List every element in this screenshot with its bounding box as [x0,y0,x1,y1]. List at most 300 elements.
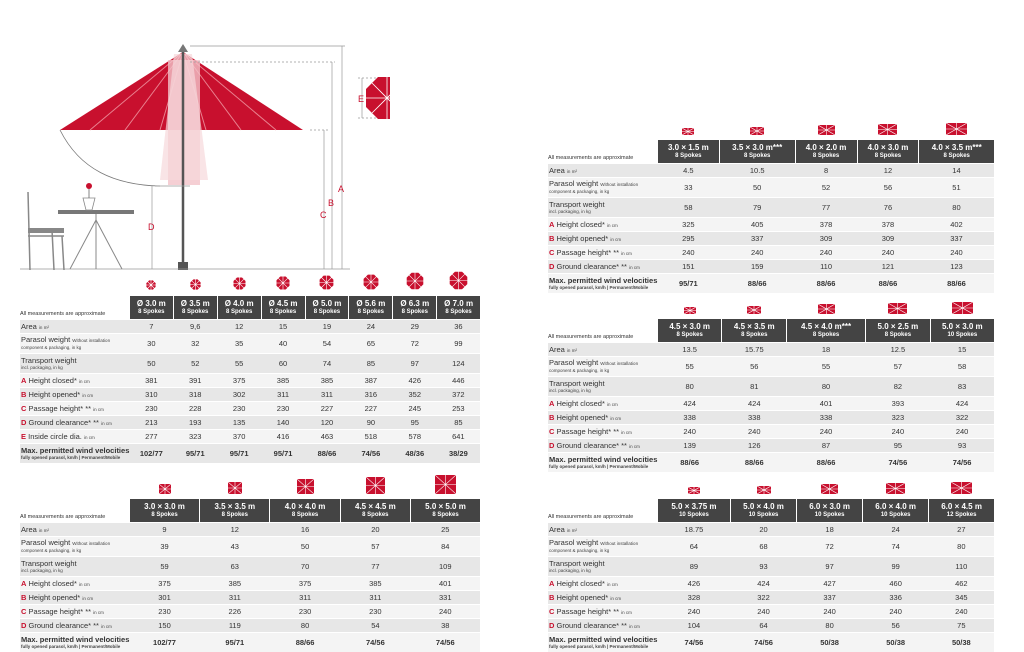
table-row [20,354,480,374]
table-row [20,444,480,464]
table-cell: 65 [349,334,393,354]
table-cell: 39 [129,537,199,557]
size-header: 5.0 × 3.75 m 10 Spokes [657,499,730,523]
table-cell: 18 [787,343,866,357]
table-cell: 80 [657,377,722,397]
approximate-note: All measurements are approximate [548,319,657,343]
table-cell: 80 [929,537,994,557]
approximate-note: All measurements are approximate [548,499,657,523]
table-cell: 463 [305,430,349,444]
table-cell: 385 [305,374,349,388]
row-label: C Passage height* ** in cm [20,605,129,619]
row-label: Parasol weight Without installation component & packaging, in kg [20,334,129,354]
table-cell: 240 [731,605,797,619]
size-icon-row [548,116,994,140]
table-row [548,633,994,652]
row-label: D Ground clearance* ** in cm [20,619,129,633]
dimension-letter: A [549,220,554,229]
table-cell: 85 [437,416,480,430]
table-cell: 40 [261,334,305,354]
table-cell: 55 [217,354,261,374]
table-cell: 74/56 [657,633,730,652]
table-cell: 416 [261,430,305,444]
table-row [548,274,994,294]
row-label: C Passage height* ** in cm [548,246,657,260]
size-header: Ø 6.3 m 8 Spokes [393,296,437,320]
table-cell: 193 [173,416,217,430]
table-cell: 24 [863,523,929,537]
row-label: Max. permitted wind velocities fully opened parasol, km/h | Permanent/Mobile [548,274,657,294]
table-cell: 89 [657,557,730,577]
table-cell: 30 [129,334,173,354]
table-cell: 99 [437,334,480,354]
dimension-letter: B [549,413,554,422]
table-cell: 352 [393,388,437,402]
table-cell: 95/71 [200,633,270,652]
table-row [20,537,480,557]
dimension-letter: B [21,593,26,602]
size-icon-row [548,475,994,499]
table-row [548,246,994,260]
rectangular-parasol-icon [952,301,973,319]
table-cell: 18 [797,523,863,537]
table-row [548,425,994,439]
table-row [548,439,994,453]
rectangular-parasol-icon [951,481,972,499]
table-row [20,374,480,388]
table-cell: 54 [305,334,349,354]
row-label: D Ground clearance* ** in cm [20,416,129,430]
table-cell: 54 [340,619,410,633]
table-cell: 102/77 [129,633,199,652]
table-cell: 9 [129,523,199,537]
table-cell: 15 [930,343,994,357]
rectangular-parasol-icon [682,122,694,140]
size-header: 4.0 × 3.0 m 8 Spokes [857,140,919,164]
rectangular-parasol-icon [818,301,835,319]
table-cell: 240 [930,425,994,439]
rectangular-parasol-icon [684,301,696,319]
row-label: A Height closed* in cm [548,218,657,232]
row-label: Transport weight incl. packaging, in kg [20,557,129,577]
square-parasol-icon [435,475,456,499]
table-cell: 74/56 [930,453,994,473]
dimension-letter: D [21,621,26,630]
dimension-letter: D [21,418,26,427]
dimension-letter: C [21,607,26,616]
table-cell: 74/56 [731,633,797,652]
approximate-note: All measurements are approximate [20,499,129,523]
table-cell: 375 [129,577,199,591]
table-row [548,523,994,537]
table-cell: 16 [270,523,340,537]
table-cell: 72 [797,537,863,557]
table-cell: 331 [411,591,481,605]
table-cell: 230 [261,402,305,416]
table-row [20,416,480,430]
table-cell: 227 [305,402,349,416]
size-header: Ø 5.6 m 8 Spokes [349,296,393,320]
table-cell: 311 [340,591,410,605]
table-cell: 387 [349,374,393,388]
row-label: B Height opened* in cm [548,411,657,425]
table-cell: 80 [270,619,340,633]
table-cell: 95/71 [173,444,217,464]
row-label: B Height opened* in cm [20,591,129,605]
table-cell: 323 [173,430,217,444]
table-cell: 93 [731,557,797,577]
table-cell: 32 [173,334,217,354]
table-cell: 9,6 [173,320,217,334]
table-cell: 15.75 [722,343,787,357]
size-header: 4.5 × 4.0 m*** 8 Spokes [787,319,866,343]
rectangular-sizes-table-3 [548,475,994,652]
square-parasol-icon [159,481,171,499]
size-icon-row [20,270,480,296]
table-row [548,591,994,605]
table-cell: 338 [657,411,722,425]
table-cell: 337 [719,232,795,246]
table-cell: 424 [657,397,722,411]
table-cell: 97 [797,557,863,577]
dimension-letter: B [549,593,554,602]
row-label: B Height opened* in cm [548,591,657,605]
table-row [548,343,994,357]
table-cell: 88/66 [919,274,994,294]
table-cell: 8 [795,164,857,178]
size-header: 4.0 × 3.5 m*** 8 Spokes [919,140,994,164]
table-cell: 77 [795,198,857,218]
table-cell: 230 [340,605,410,619]
table-cell: 240 [857,246,919,260]
table-cell: 102/77 [129,444,173,464]
table-cell: 370 [217,430,261,444]
size-header: Ø 3.0 m 8 Spokes [129,296,173,320]
table-cell: 85 [349,354,393,374]
table-cell: 240 [657,605,730,619]
row-label: A Height closed* in cm [548,577,657,591]
table-row [20,388,480,402]
dimension-letter: C [21,404,26,413]
size-header: Ø 4.5 m 8 Spokes [261,296,305,320]
row-label: Area in m² [548,343,657,357]
row-label: C Passage height* ** in cm [548,425,657,439]
table-cell: 245 [393,402,437,416]
table-cell: 240 [866,425,931,439]
table-cell: 323 [866,411,931,425]
size-header: 5.0 × 5.0 m 8 Spokes [411,499,481,523]
table-cell: 309 [857,232,919,246]
table-cell: 240 [411,605,481,619]
approximate-note: All measurements are approximate [548,140,657,164]
size-header: 5.0 × 3.0 m 10 Spokes [930,319,994,343]
dimension-letter: C [549,248,554,257]
row-label: Area in m² [548,164,657,178]
table-cell: 151 [657,260,719,274]
table-cell: 75 [929,619,994,633]
table-cell: 80 [797,619,863,633]
size-header-row [548,499,994,523]
table-cell: 50 [129,354,173,374]
table-cell: 227 [349,402,393,416]
table-cell: 77 [340,557,410,577]
table-cell: 10.5 [719,164,795,178]
dimension-letter: C [549,427,554,436]
table-cell: 578 [393,430,437,444]
table-cell: 230 [270,605,340,619]
size-icon-row [548,295,994,319]
table-cell: 12 [857,164,919,178]
size-header: 4.5 × 4.5 m 8 Spokes [340,499,410,523]
table-cell: 55 [787,357,866,377]
table-row [548,232,994,246]
table-cell: 338 [787,411,866,425]
table-cell: 240 [919,246,994,260]
size-header: 3.0 × 3.0 m 8 Spokes [129,499,199,523]
row-label: Area in m² [20,320,129,334]
rectangular-parasol-icon [757,481,771,499]
rectangular-parasol-icon [750,122,764,140]
table-row [548,164,994,178]
table-row [20,320,480,334]
table-cell: 426 [393,374,437,388]
table-cell: 316 [349,388,393,402]
table-cell: 230 [129,605,199,619]
table-cell: 95/71 [217,444,261,464]
table-cell: 385 [261,374,305,388]
table-cell: 51 [919,178,994,198]
round-parasol-icon [189,278,202,296]
table-cell: 427 [797,577,863,591]
table-cell: 135 [217,416,261,430]
table-row [548,397,994,411]
table-cell: 87 [787,439,866,453]
table-cell: 64 [657,537,730,557]
size-header: 6.0 × 4.5 m 12 Spokes [929,499,994,523]
table-cell: 20 [340,523,410,537]
table-cell: 337 [797,591,863,605]
table-cell: 56 [857,178,919,198]
table-cell: 424 [731,577,797,591]
table-cell: 641 [437,430,480,444]
dimension-letter: C [549,607,554,616]
rectangular-parasol-icon [821,481,838,499]
table-cell: 381 [129,374,173,388]
table-cell: 295 [657,232,719,246]
table-cell: 337 [919,232,994,246]
table-cell: 95/71 [657,274,719,294]
table-cell: 48/36 [393,444,437,464]
table-row [20,430,480,444]
row-label: C Passage height* ** in cm [20,402,129,416]
table-row [20,402,480,416]
size-header: 5.0 × 4.0 m 10 Spokes [731,499,797,523]
table-cell: 385 [340,577,410,591]
table-cell: 50 [719,178,795,198]
row-label: E Inside circle dia. in cm [20,430,129,444]
table-cell: 159 [719,260,795,274]
rectangular-parasol-icon [888,301,907,319]
table-cell: 426 [657,577,730,591]
row-label: Parasol weight Without installation component & packaging, in kg [548,178,657,198]
table-cell: 81 [722,377,787,397]
table-cell: 140 [261,416,305,430]
table-row [20,557,480,577]
table-cell: 253 [437,402,480,416]
square-parasol-icon [297,479,314,499]
dimension-letter: A [549,579,554,588]
table-cell: 120 [305,416,349,430]
table-cell: 74/56 [349,444,393,464]
table-cell: 325 [657,218,719,232]
table-cell: 385 [200,577,270,591]
rectangular-parasol-icon [747,301,761,319]
table-row [548,453,994,473]
size-header: 4.0 × 2.0 m 8 Spokes [795,140,857,164]
table-cell: 74/56 [411,633,481,652]
table-cell: 318 [173,388,217,402]
dimension-letter: E [21,432,26,441]
dimension-letter: B [21,390,26,399]
table-cell: 328 [657,591,730,605]
table-row [548,260,994,274]
table-row [20,605,480,619]
table-cell: 88/66 [722,453,787,473]
table-cell: 38 [411,619,481,633]
table-cell: 82 [866,377,931,397]
table-cell: 375 [270,577,340,591]
table-cell: 18.75 [657,523,730,537]
rectangular-parasol-icon [818,122,835,140]
table-cell: 84 [411,537,481,557]
table-cell: 56 [722,357,787,377]
table-cell: 446 [437,374,480,388]
size-header: Ø 7.0 m 8 Spokes [437,296,480,320]
dimension-letter: D [549,441,554,450]
round-parasol-icon [145,278,157,296]
square-parasol-icon [366,477,385,499]
table-cell: 20 [731,523,797,537]
row-label: A Height closed* in cm [20,577,129,591]
table-cell: 378 [857,218,919,232]
table-cell: 63 [200,557,270,577]
table-cell: 76 [857,198,919,218]
table-cell: 4.5 [657,164,719,178]
dimension-letter: B [549,234,554,243]
table-cell: 19 [305,320,349,334]
table-cell: 80 [787,377,866,397]
table-cell: 60 [261,354,305,374]
table-cell: 83 [930,377,994,397]
round-parasol-icon [362,273,380,296]
table-cell: 74 [305,354,349,374]
table-row [548,577,994,591]
rectangular-sizes-table-1 [548,116,994,293]
table-cell: 57 [340,537,410,557]
table-cell: 119 [200,619,270,633]
rectangular-sizes-table-2 [548,295,994,472]
size-header: Ø 5.0 m 8 Spokes [305,296,349,320]
table-cell: 88/66 [787,453,866,473]
table-cell: 109 [411,557,481,577]
row-label: Transport weight incl. packaging, in kg [548,198,657,218]
table-cell: 88/66 [857,274,919,294]
table-cell: 7 [129,320,173,334]
table-cell: 150 [129,619,199,633]
table-cell: 462 [929,577,994,591]
table-cell: 95 [393,416,437,430]
size-header: 3.0 × 1.5 m 8 Spokes [657,140,719,164]
size-header: Ø 4.0 m 8 Spokes [217,296,261,320]
size-header: Ø 3.5 m 8 Spokes [173,296,217,320]
table-cell: 240 [719,246,795,260]
row-label: Transport weight incl. packaging, in kg [548,557,657,577]
row-label: Max. permitted wind velocities fully opened parasol, km/h | Permanent/Mobile [20,633,129,652]
table-cell: 139 [657,439,722,453]
approximate-note: All measurements are approximate [20,296,129,320]
table-cell: 240 [787,425,866,439]
table-cell: 240 [797,605,863,619]
row-label: A Height closed* in cm [548,397,657,411]
table-cell: 24 [349,320,393,334]
table-row [548,377,994,397]
table-cell: 322 [731,591,797,605]
table-cell: 322 [930,411,994,425]
square-parasol-icon [228,481,242,499]
size-header-row [20,499,480,523]
table-cell: 301 [129,591,199,605]
rectangular-parasol-icon [688,481,700,499]
table-row [548,411,994,425]
table-cell: 88/66 [270,633,340,652]
table-row [548,619,994,633]
size-header: 3.5 × 3.5 m 8 Spokes [200,499,270,523]
table-cell: 12.5 [866,343,931,357]
row-label: Parasol weight Without installation component & packaging, in kg [20,537,129,557]
parasol-dimension-diagram [20,40,390,272]
dimension-label-c: C [320,210,327,220]
row-label: B Height opened* in cm [548,232,657,246]
table-cell: 391 [173,374,217,388]
table-cell: 74/56 [340,633,410,652]
table-cell: 50/38 [929,633,994,652]
row-label: Transport weight incl. packaging, in kg [20,354,129,374]
table-cell: 309 [795,232,857,246]
table-cell: 12 [217,320,261,334]
row-label: Parasol weight Without installation component & packaging, in kg [548,357,657,377]
dimension-letter: D [549,621,554,630]
row-label: Area in m² [20,523,129,537]
row-label: Max. permitted wind velocities fully opened parasol, km/h | Permanent/Mobile [548,633,657,652]
size-header: 6.0 × 4.0 m 10 Spokes [863,499,929,523]
table-row [20,619,480,633]
size-icon-row [20,475,480,499]
table-cell: 405 [719,218,795,232]
row-label: Parasol weight Without installation component & packaging, in kg [548,537,657,557]
dimension-letter: A [549,399,554,408]
table-cell: 58 [930,357,994,377]
table-cell: 12 [200,523,270,537]
table-cell: 240 [795,246,857,260]
table-cell: 13.5 [657,343,722,357]
square-sizes-table [20,475,480,652]
table-cell: 79 [719,198,795,218]
table-cell: 401 [787,397,866,411]
table-cell: 68 [731,537,797,557]
table-cell: 99 [863,557,929,577]
table-cell: 95/71 [261,444,305,464]
row-label: Transport weight incl. packaging, in kg [548,377,657,397]
